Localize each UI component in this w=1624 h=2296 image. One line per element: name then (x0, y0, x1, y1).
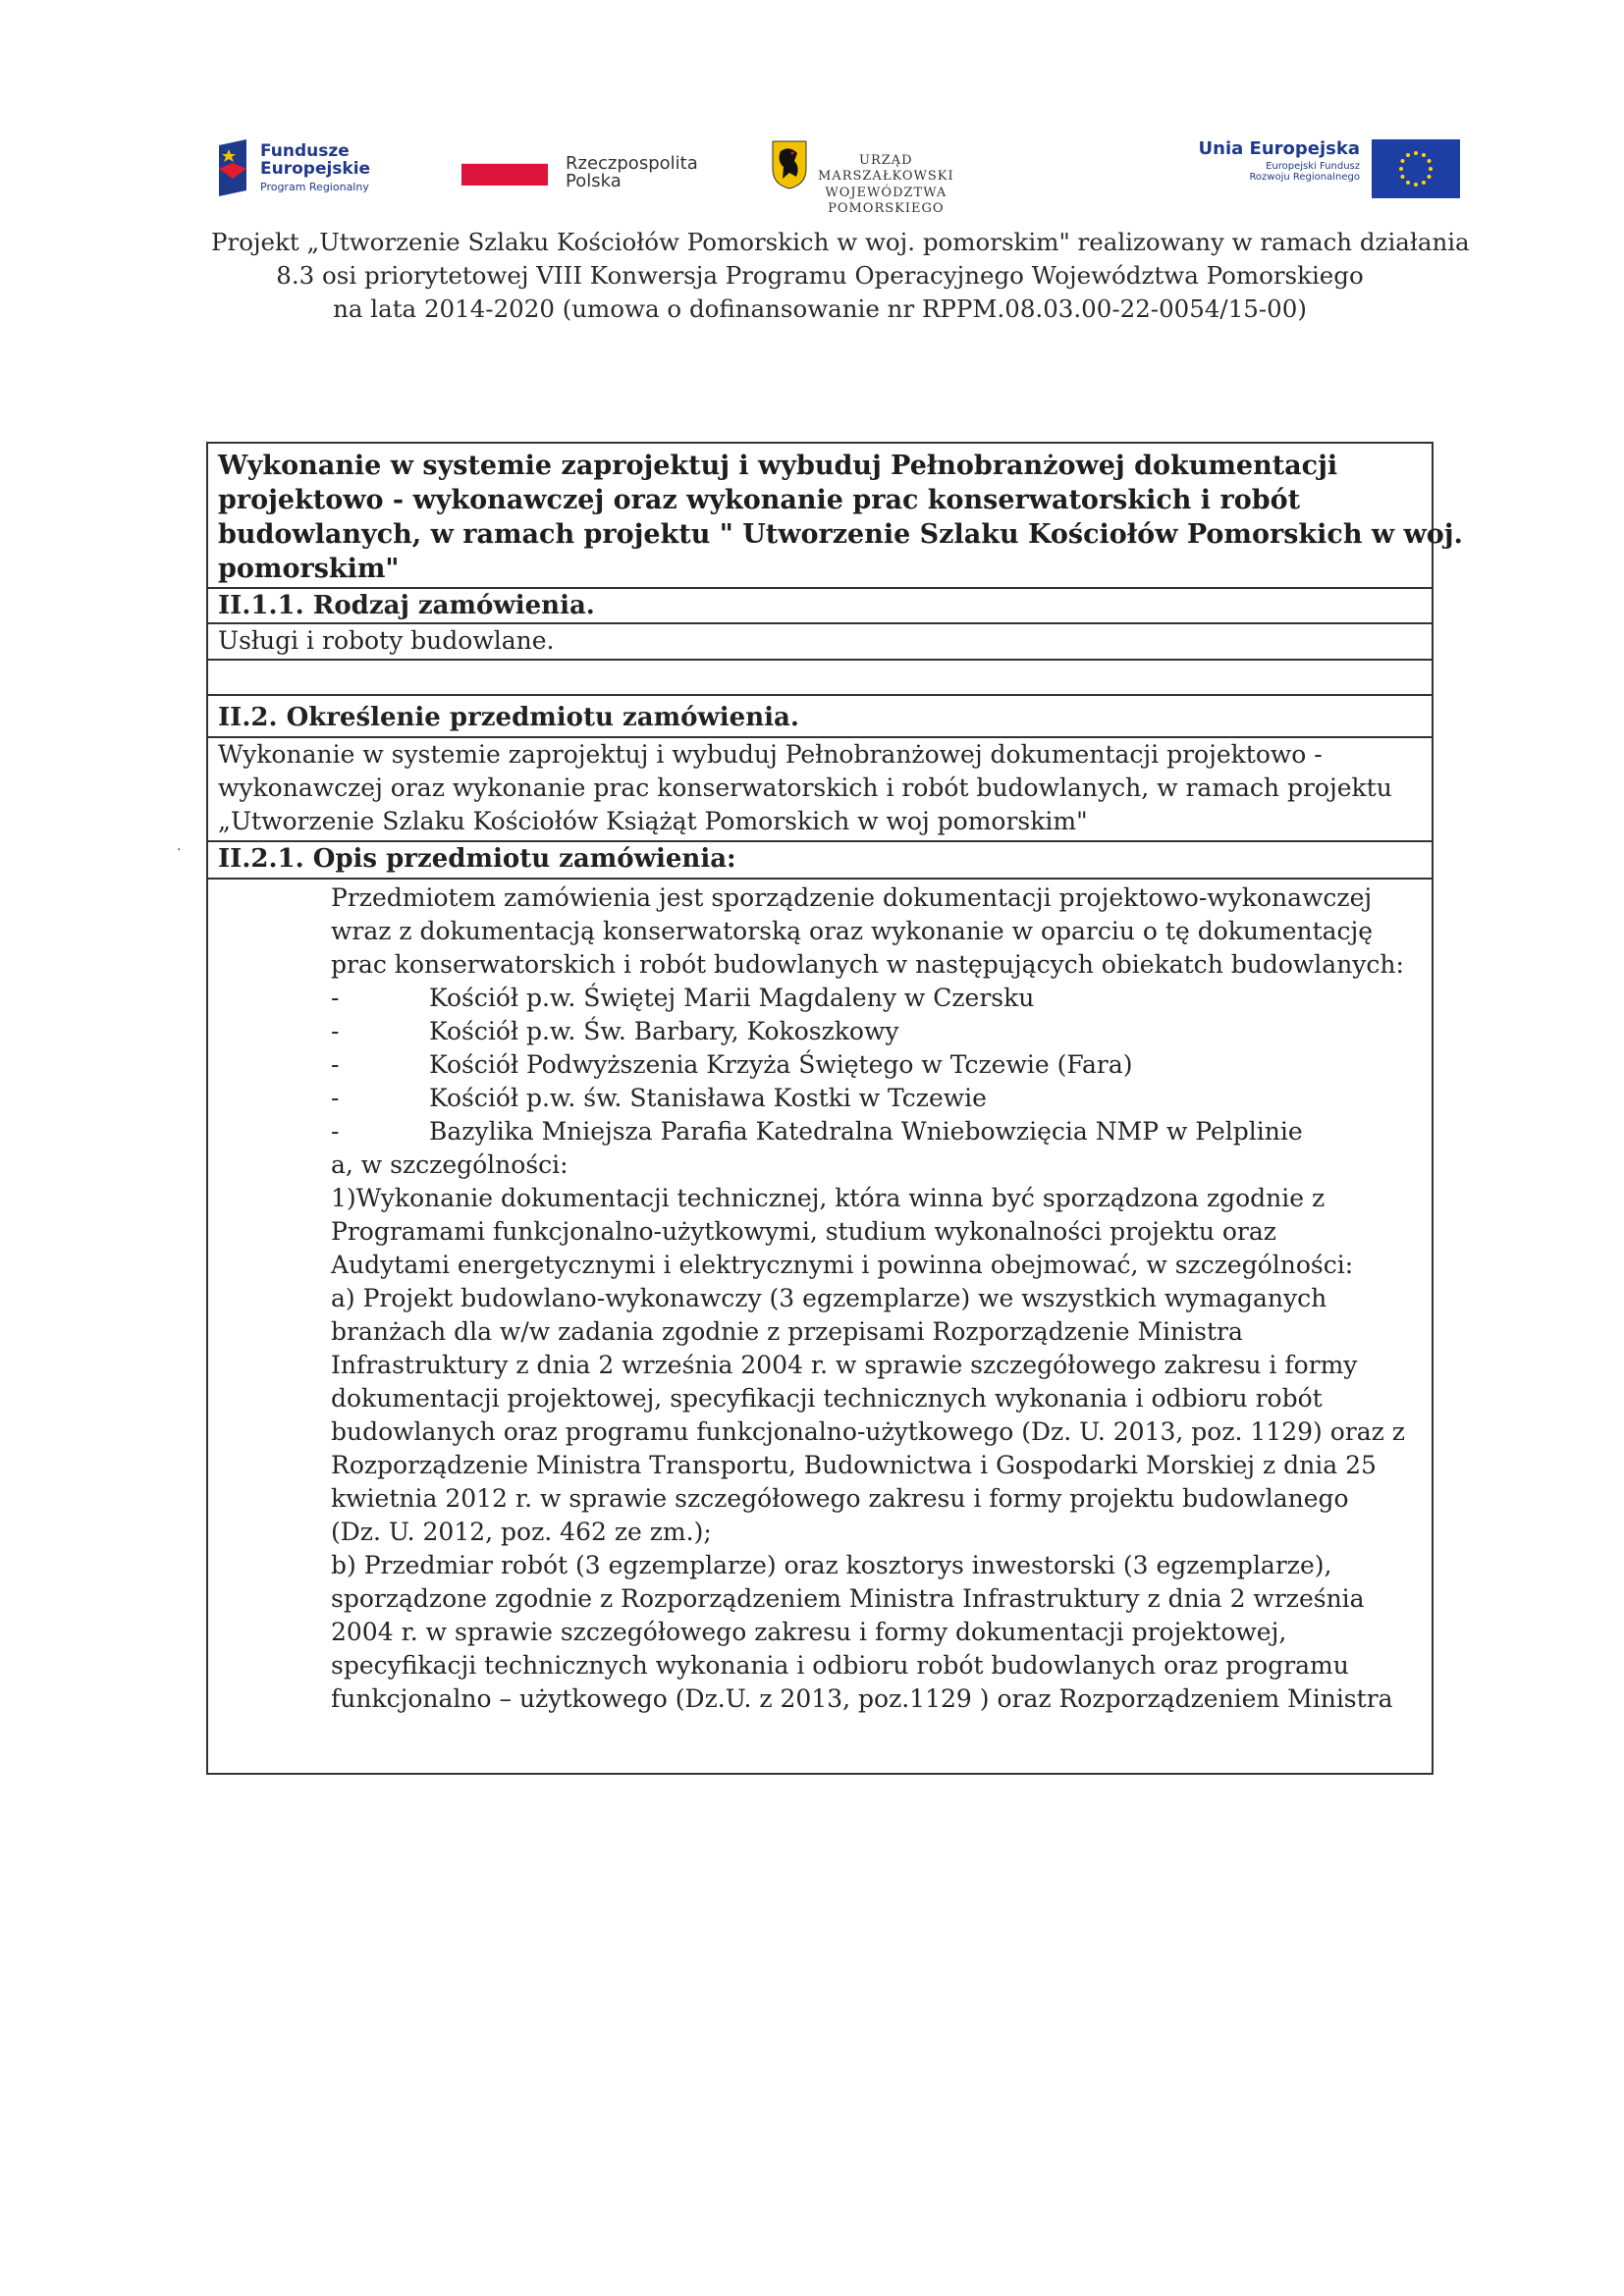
table-divider (208, 878, 1432, 880)
section-2-2-text (218, 738, 1422, 838)
ue-logo-line1: Unia Europejska (1198, 138, 1360, 159)
contract-title (218, 449, 1463, 586)
logo-bar (211, 137, 1419, 216)
um-logo-line2: WOJEWÓDZTWA POMORSKIEGO (825, 185, 947, 216)
contract-title-line-4: pomorskim" (218, 554, 400, 584)
section-2-2-line-1: Wykonanie w systemie zaprojektuj i wybuduj Pełnobranżowej dokumentacji projektowo - (218, 740, 1323, 769)
section-2-1-1-value: Usługi i roboty budowlane. (218, 626, 555, 655)
rp-logo-line1: Rzeczpospolita (566, 153, 698, 174)
rest-line: Audytami energetycznymi i elektrycznymi i powinna obejmować, w szczególności: (331, 1251, 1354, 1279)
rest-line: (Dz. U. 2012, poz. 462 ze zm.); (331, 1518, 712, 1546)
rest-line: 2004 r. w sprawie szczegółowego zakresu i formy dokumentacji projektowej, (331, 1618, 1287, 1646)
rest-line: b) Przedmiar robót (3 egzemplarze) oraz kosztorys inwestorski (3 egzemplarze), (331, 1551, 1332, 1579)
rest-line: budowlanych oraz programu funkcjonalno-użytkowego (Dz. U. 2013, poz. 1129) oraz z (331, 1417, 1405, 1446)
fe-logo-line3: Program Regionalny (260, 180, 369, 193)
fe-logo-line1: Fundusze (260, 141, 350, 161)
rest-line: specyfikacji technicznych wykonania i odbioru robót budowlanych oraz programu (331, 1651, 1349, 1680)
rest-line: funkcjonalno – użytkowego (Dz.U. z 2013, poz.1129 ) oraz Rozporządzeniem Ministra (331, 1684, 1393, 1713)
list-dash: - (331, 1050, 340, 1079)
rest-line: kwietnia 2012 r. w sprawie szczegółowego zakresu i formy projektu budowlanego (331, 1484, 1349, 1513)
list-dash: - (331, 1117, 340, 1146)
project-description (211, 226, 1470, 326)
contract-title-line-2: projektowo - wykonawczej oraz wykonanie prac konserwatorskich i robót (218, 485, 1301, 515)
project-line-3: na lata 2014-2020 (umowa o dofinansowanie nr RPPM.08.03.00-22-0054/15-00) (333, 294, 1307, 323)
rest-line: a) Projekt budowlano-wykonawczy (3 egzemplarze) we wszystkich wymaganych (331, 1284, 1327, 1312)
church-list-item (331, 982, 1405, 1015)
intro-line-3: prac konserwatorskich i robót budowlanych w następujących obiekatch budowlanych: (331, 950, 1404, 979)
intro-line-1: Przedmiotem zamówienia jest sporządzenie dokumentacji projektowo-wykonawczej (331, 883, 1373, 912)
ue-logo-line3: Rozwoju Regionalnego (1249, 171, 1360, 183)
margin-mark: · (177, 842, 182, 858)
project-line-1: Projekt „Utworzenie Szlaku Kościołów Pomorskich w woj. pomorskim" realizowany w ramach działania (211, 228, 1470, 256)
church-list-item (331, 1015, 1405, 1048)
rest-line: branżach dla w/w zadania zgodnie z przepisami Rozporządzenie Ministra (331, 1317, 1243, 1346)
section-2-2-line-2: wykonawczej oraz wykonanie prac konserwatorskich i robót budowlanych, w ramach projektu (218, 774, 1392, 802)
rp-logo-line2: Polska (566, 171, 622, 191)
pomorskie-griffin-crest-icon (771, 139, 808, 190)
um-logo-line1: URZĄD MARSZAŁKOWSKI (818, 153, 954, 185)
rest-line: sporządzone zgodnie z Rozporządzeniem Ministra Infrastruktury z dnia 2 września (331, 1584, 1365, 1613)
table-divider (208, 659, 1432, 661)
contract-title-line-1: Wykonanie w systemie zaprojektuj i wybuduj Pełnobranżowej dokumentacji (218, 451, 1338, 481)
project-line-2: 8.3 osi priorytetowej VIII Konwersja Programu Operacyjnego Województwa Pomorskiego (276, 261, 1364, 290)
list-dash: - (331, 984, 340, 1012)
section-2-2-1-inner (331, 881, 1405, 1716)
church-name: Kościół Podwyższenia Krzyża Świętego w Tczewie (Fara) (429, 1050, 1133, 1079)
church-list-item (331, 1048, 1405, 1082)
church-name: Kościół p.w. św. Stanisława Kostki w Tczewie (429, 1084, 987, 1112)
church-list-item (331, 1115, 1405, 1148)
rest-line: 1)Wykonanie dokumentacji technicznej, która winna być sporządzona zgodnie z (331, 1184, 1326, 1212)
eu-flag-icon (1372, 139, 1460, 198)
section-2-1-1-heading: II.1.1. Rodzaj zamówienia. (218, 591, 595, 620)
rest-line: Infrastruktury z dnia 2 września 2004 r. w sprawie szczegółowego zakresu i formy (331, 1351, 1358, 1379)
rest-line: dokumentacji projektowej, specyfikacji technicznych wykonania i odbioru robót (331, 1384, 1323, 1413)
section-2-2-heading: II.2. Określenie przedmiotu zamówienia. (218, 703, 799, 732)
intro-line-2: wraz z dokumentacją konserwatorską oraz wykonanie w oparciu o tę dokumentację (331, 917, 1374, 945)
church-list (331, 982, 1405, 1148)
rest-line: a, w szczególności: (331, 1150, 568, 1179)
ue-logo-line2: Europejski Fundusz (1266, 160, 1360, 172)
church-name: Bazylika Mniejsza Parafia Katedralna Wniebowzięcia NMP w Pelplinie (429, 1117, 1303, 1146)
church-name: Kościół p.w. Świętej Marii Magdaleny w Czersku (429, 984, 1035, 1012)
section-2-2-1-heading: II.2.1. Opis przedmiotu zamówienia: (218, 844, 736, 874)
list-dash: - (331, 1017, 340, 1045)
list-dash: - (331, 1084, 340, 1112)
fundusze-europejskie-emblem-icon (213, 139, 252, 196)
church-name: Kościół p.w. Św. Barbary, Kokoszkowy (429, 1017, 899, 1045)
polish-flag-icon (461, 163, 548, 186)
rest-line: Programami funkcjonalno-użytkowymi, studium wykonalności projektu oraz (331, 1217, 1276, 1246)
rest-line: Rozporządzenie Ministra Transportu, Budownictwa i Gospodarki Morskiej z dnia 25 (331, 1451, 1377, 1479)
section-2-2-line-3: „Utworzenie Szlaku Kościołów Książąt Pomorskich w woj pomorskim" (218, 807, 1088, 835)
table-divider (208, 694, 1432, 696)
specification-table (206, 442, 1463, 1775)
church-list-item (331, 1082, 1405, 1115)
contract-title-line-3: budowlanych, w ramach projektu " Utworzenie Szlaku Kościołów Pomorskich w woj. (218, 519, 1463, 550)
fe-logo-line2: Europejskie (260, 158, 371, 179)
